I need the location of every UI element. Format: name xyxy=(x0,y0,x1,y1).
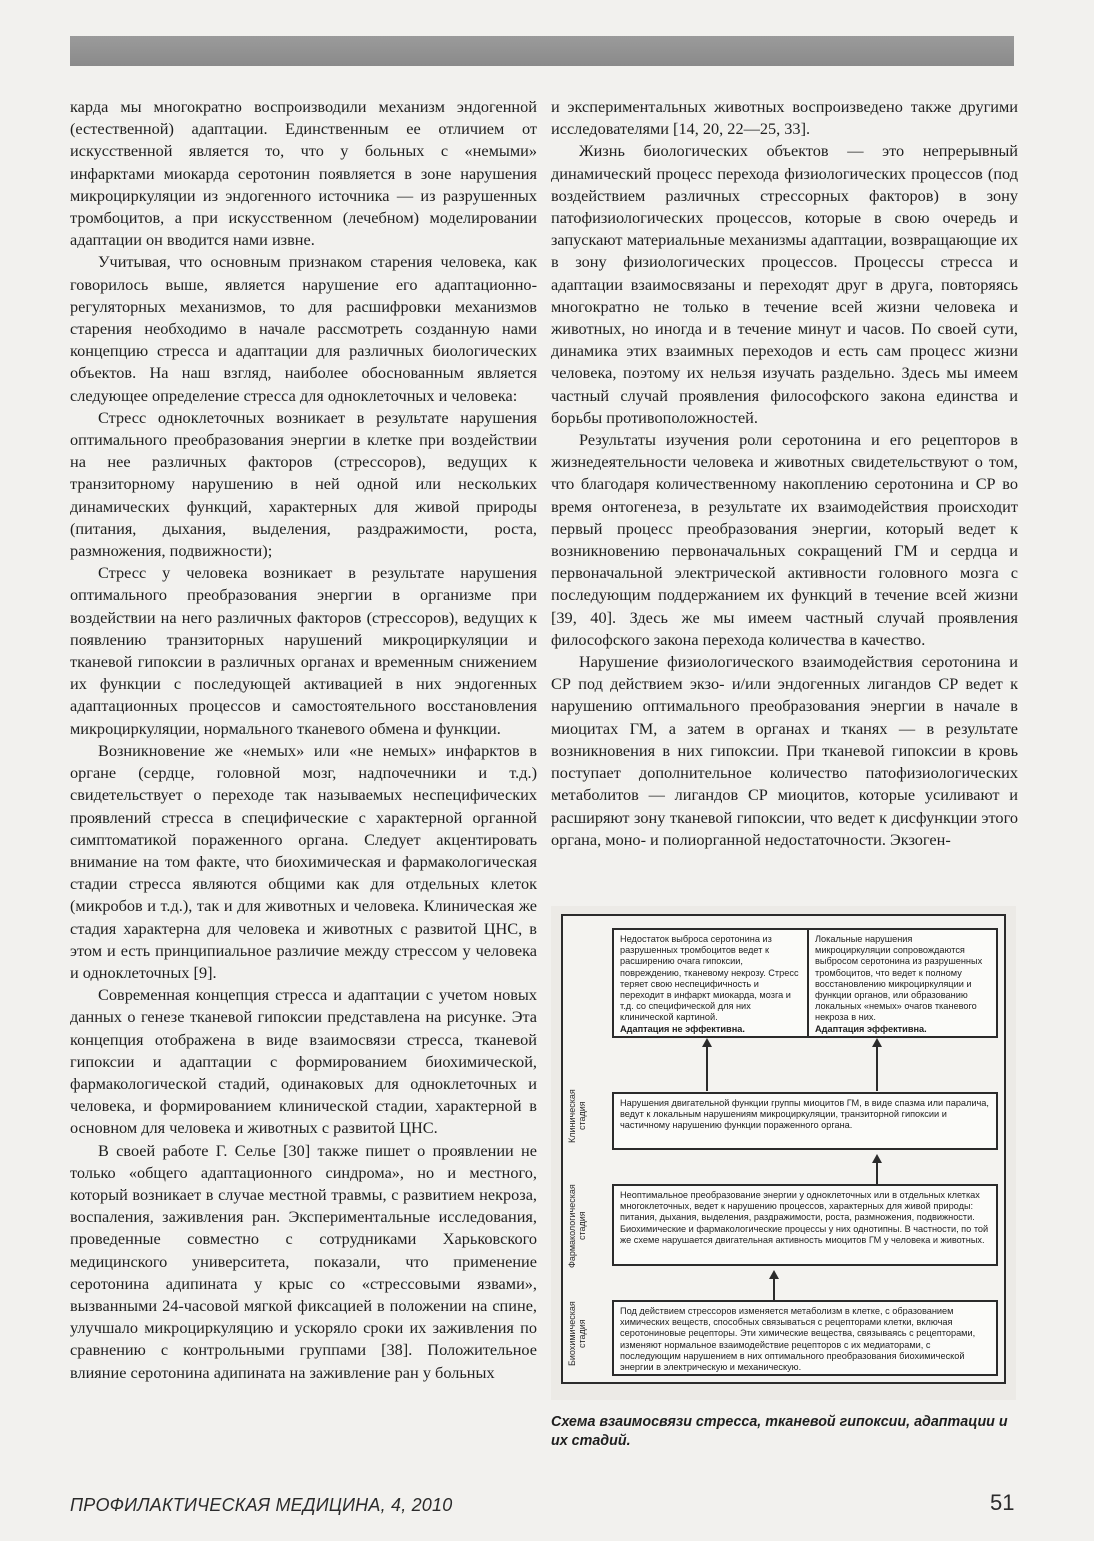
paragraph: В своей работе Г. Селье [30] также пишет о проявлении не только «общего адаптационного синдрома», но и местного, который возникает в случае местной травмы, с развитием некроза, воспаления, заживления ран. Экспериментальные исследования, проведенные совместно с сотрудниками Харьковского медицинского университета, показали, что применение серотонина адипината у крыс со «стрессовыми язвами», вызванными 24-часовой мягкой фиксацией в положении на спине, улучшало микроциркуляцию и ускоряло сроки их заживления по сравнению с контрольными группами [38]. Положительное влияние серотонина адипината на заживление ран у больных xyxy=(70,1140,537,1382)
arrow-line xyxy=(706,1046,708,1091)
paragraph: карда мы многократно воспроизводили механизм эндогенной (естественной) адаптации. Единственным ее отличием от искусственной является то, что у больных с «немыми» инфарктами миокарда серотонин появляется в зоне нарушения микроциркуляции из эндогенного источника — из разрушенных тромбоцитов, а при искусственном (лечебном) моделировании адаптации он вводится нами извне. xyxy=(70,97,537,250)
arrow-up-icon xyxy=(872,1154,882,1163)
paragraph: Возникновение же «немых» или «не немых» инфарктов в органе (сердце, головной мозг, надпочечники и т.д.) свидетельствует о переходе так называемых неспецифических проявлений стресса в специфические с характерной органной симптоматикой пораженного органа. Следует акцентировать внимание на том факте, что биохимическая и фармакологическая стадии стресса являются общими как для отдельных клеток (микробов и т.д.), так и для животных и человека. Клиническая же стадия характерна для человека и животных с развитой ЦНС, в этом и есть принципиальное различие между стрессом у человека и одноклеточных [9]. xyxy=(70,740,537,982)
stage-label-clinical: Клиническая стадия xyxy=(567,1089,587,1143)
right-column xyxy=(551,96,1018,851)
outcome-verdict: Адаптация эффективна. xyxy=(815,1023,927,1034)
paragraph: и экспериментальных животных воспроизведено также другими исследователями [14, 20, 22—25, 33]. xyxy=(551,97,1018,139)
diagram-frame xyxy=(561,914,1006,1384)
outcome-box-ineffective xyxy=(612,928,808,1038)
arrow-line xyxy=(876,1162,878,1184)
header-bar xyxy=(70,36,1014,66)
outcome-text: Локальные нарушения микроциркуляции сопровождаются выбросом серотонина из разрушенных тромбоцитов, что ведет к полному восстановлению микроциркуляции и функции органов, или образованию локальных «немых» очагов тканевого некроза в них. xyxy=(815,934,983,1023)
biochemical-stage-box xyxy=(612,1300,998,1376)
outcome-verdict: Адаптация не эффективна. xyxy=(620,1023,745,1034)
clinical-stage-text: Нарушения двигательной функции группы миоцитов ГМ, в виде спазма или паралича, ведут к локальным нарушениям микроциркуляции, транзиторной гипоксии и частичному нарушению функции пораженного органа. xyxy=(620,1098,989,1131)
clinical-stage-box xyxy=(612,1092,998,1150)
figure-caption: Схема взаимосвязи стресса, тканевой гипоксии, адаптации и их стадий. xyxy=(551,1414,1008,1449)
stage-label-biochemical: Биохимическая стадия xyxy=(567,1301,587,1366)
arrow-up-icon xyxy=(769,1270,779,1279)
paragraph: Учитывая, что основным признаком старения человека, как говорилось выше, является нарушение его адаптационно-регуляторных механизмов, то для расшифровки механизмов старения необходимо в начале рассмотреть созданную нами концепцию стресса и адаптации для различных биологических объектов. На наш взгляд, наиболее обоснованным является следующее определение стресса для одноклеточных и человека: xyxy=(70,252,537,405)
paragraph: Нарушение физиологического взаимодействия серотонина и СР под действием экзо- и/или эндогенных лигандов СР ведет к нарушению оптимального преобразования энергии в начале в миоцитах ГМ, а затем в органах и тканях — в результате возникновения в них гипоксии. При тканевой гипоксии в кровь поступает дополнительное количество патофизиологических метаболитов — лигандов СР миоцитов, которые усиливают и расширяют зону тканевой гипоксии, что ведет к дисфункции этого органа, моно- и полиорганной недостаточности. Экзоген- xyxy=(551,652,1018,849)
biochemical-stage-text: Под действием стрессоров изменяется метаболизм в клетке, с образованием химических веществ, способных связываться с рецепторами клетки, включая серотониновые рецепторы. Эти химические вещества, связываясь с рецепторами, изменяют нормальное взаимодействие рецепторов с их медиаторами, с последующим нарушением в них оптимального преобразования биохимической энергии в электрическую и механическую. xyxy=(620,1306,976,1373)
arrow-up-icon xyxy=(702,1038,712,1047)
paragraph: Современная концепция стресса и адаптации с учетом новых данных о генезе тканевой гипоксии представлена на рисунке. Эта концепция отображена в виде взаимосвязи стресса, тканевой гипоксии и адаптации с формированием биохимической, фармакологической стадий, одинаковых для одноклеточных и человека, и формированием клинической стадии, характерной в основном для человека и животных с развитой ЦНС. xyxy=(70,985,537,1138)
paragraph: Стресс у человека возникает в результате нарушения оптимального преобразования энергии в организме при воздействии на него различных факторов (стрессоров), ведущих к появлению транзиторных нарушений микроциркуляции и тканевой гипоксии в различных органах и временным снижением их функции с последующей активацией в них эндогенных адаптационных процессов и самостоятельного восстановления микроциркуляции, нормального тканевого обмена и функции. xyxy=(70,563,537,738)
paragraph: Результаты изучения роли серотонина и его рецепторов в жизнедеятельности человека и животных свидетельствуют о том, что благодаря количественному накоплению серотонина и СР во время онтогенеза, в результате их взаимодействия происходит первый процесс преобразования энергии, который ведет к возникновению первоначальных сокращений ГМ и сердца и первоначальной электрической активности головного мозга с последующим поддержанием их функций в течение всей жизни [39, 40]. Здесь же мы имеем частный случай проявления философского закона перехода количества в качество. xyxy=(551,430,1018,649)
page-number: 51 xyxy=(990,1490,1015,1515)
paragraph: Стресс одноклеточных возникает в результате нарушения оптимального преобразования энергии в клетке при воздействии на нее различных факторов (стрессоров), ведущих к транзиторному нарушению в ней одной или нескольких динамических функций, характерных для живой природы (питания, дыхания, выделения, раздражимости, роста, размножения, подвижности); xyxy=(70,407,537,561)
paragraph: Жизнь биологических объектов — это непрерывный динамический процесс перехода физиологических процессов (под воздействием различных стрессорных факторов) в зону патофизиологических процессов, которые в свою очередь и запускают материальные механизмы адаптации, возвращающие их в зону физиологических процессов. Процессы стресса и адаптации взаимосвязаны и переходят друг в друга, повторяясь многократно не только в течение всей жизни человека и животных, но иногда и в течение минут и часов. По своей сути, динамика этих взаимных переходов и есть сам процесс жизни человека, поэтому их нельзя изучать раздельно. Здесь мы имеем частный случай проявления философского закона единства и борьбы противоположностей. xyxy=(551,141,1018,427)
outcome-text: Недостаток выброса серотонина из разрушенных тромбоцитов ведет к расширению очага гипоксии, повреждению, тканевому некрозу. Стресс теряет свою неспецифичность и переходит в инфаркт миокарда, мозга и т.д. со специфической для них клинической картиной. xyxy=(620,934,799,1023)
arrow-line xyxy=(773,1278,775,1300)
left-column xyxy=(70,96,537,1384)
journal-footer: ПРОФИЛАКТИЧЕСКАЯ МЕДИЦИНА, 4, 2010 xyxy=(70,1495,453,1515)
arrow-line xyxy=(876,1046,878,1091)
stage-label-pharmacological: Фармакологическая стадия xyxy=(567,1184,587,1268)
stress-adaptation-diagram xyxy=(551,906,1016,1400)
pharmacological-stage-text: Неоптимальное преобразование энергии у одноклеточных или в отдельных клетках многоклеточных, ведет к нарушению процессов, характерных для живой природы: питания, дыхания, выделения, раздражимости, роста, размножения, подвижности. Биохимические и фармакологические процессы у них однотипны. В частности, по той же схеме нарушается двигательная активность миоцитов ГМ у человека и животных. xyxy=(620,1190,989,1245)
pharmacological-stage-box xyxy=(612,1184,998,1266)
outcome-box-effective xyxy=(808,928,998,1038)
arrow-up-icon xyxy=(872,1038,882,1047)
